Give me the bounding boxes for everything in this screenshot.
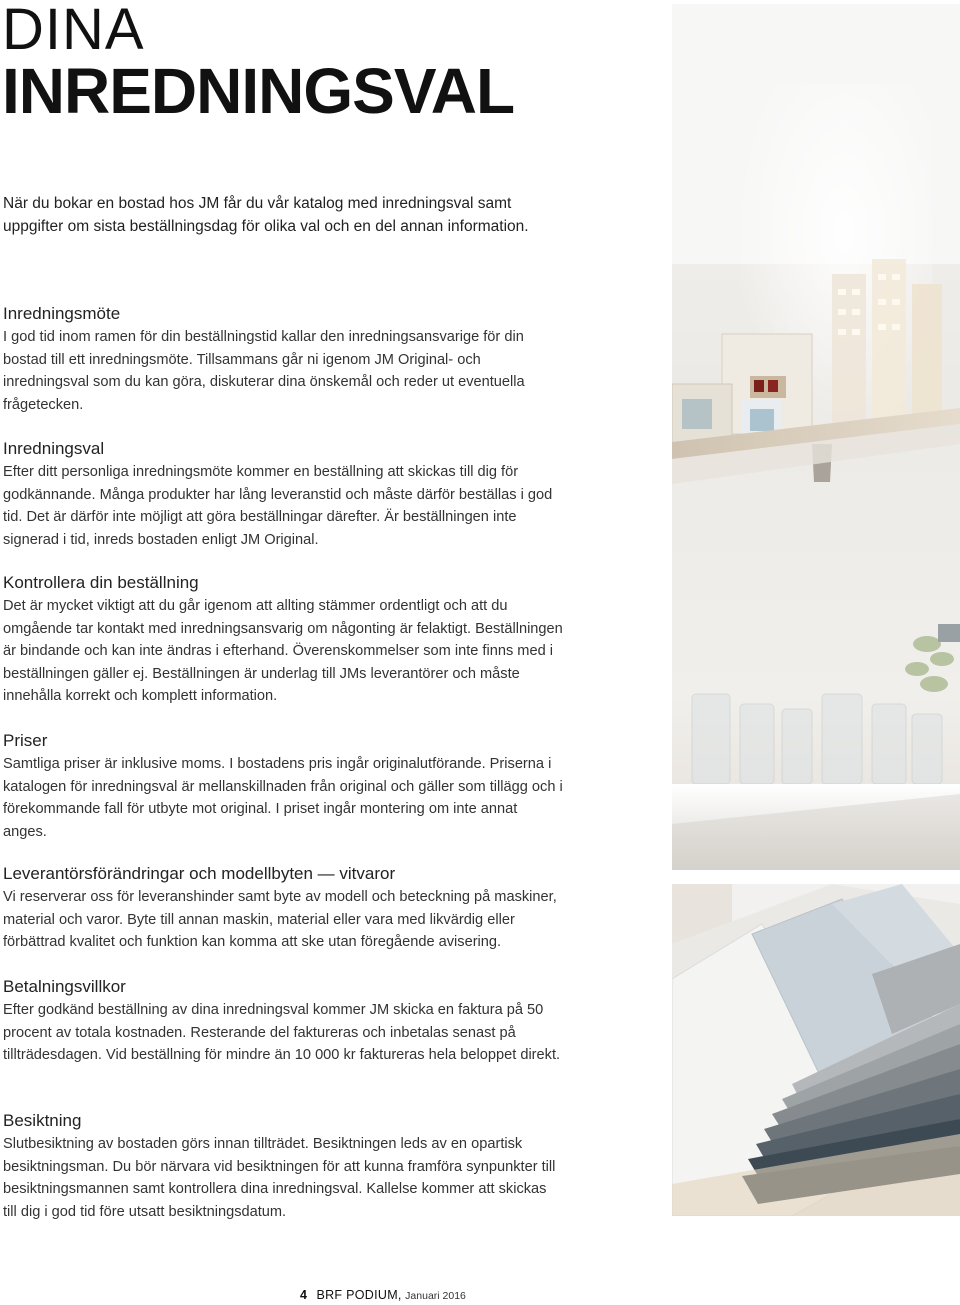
intro-paragraph: När du bokar en bostad hos JM får du vår katalog med inredningsval samt uppgifter om sista beställningsdag för olika val och en del annan information. <box>3 195 529 235</box>
page-title-light: DINA <box>2 0 145 62</box>
section-heading: Priser <box>3 731 48 750</box>
kitchen-shelf-photo <box>672 4 960 870</box>
section-body: I god tid inom ramen för din beställningstid kallar den inredningsansvarige för din bostad till ett inredningsmöte. Tillsammans går ni igenom JM Original- och inredningsval som du kan göra, diskuterar dina önskemål och reder ut eventuella frågetecken. <box>3 329 525 413</box>
section-body: Efter ditt personliga inredningsmöte kommer en beställning att skickas till dig för godkännande. Många produkter har lång leveranstid och måste därför beställas i god tid. Det är därför inte möjligt att göra beställningar därefter. Är beställningen inte signerad i tid, inreds bostaden enligt JM Original. <box>3 464 553 548</box>
page-footer <box>300 1288 466 1302</box>
section-inredningsval <box>3 439 563 551</box>
section-besiktning <box>3 1111 563 1223</box>
section-body: Efter godkänd beställning av dina inredningsval kommer JM skicka en faktura på 50 procent av totala kostnaden. Resterande del faktureras och inbetalas senast på tillträdesdagen. Vid beställning för mindre än 10 000 kr faktureras hela beloppet direkt. <box>3 1002 561 1064</box>
page-title-bold: INREDNINGSVAL <box>2 55 515 127</box>
section-heading: Inredningsmöte <box>3 304 121 323</box>
section-body: Det är mycket viktigt att du går igenom att allting stämmer ordentligt och att du omgående tar kontakt med inredningsansvarig om någonting är felaktigt. Beställningen är bindande och kan inte ändras i efterhand. Överenskommelser som inte finns med i beställningen gäller ej. Beställningen är underlag till JMs leverantörer och måste innehålla korrekt och komplett information. <box>3 598 563 705</box>
section-heading: Besiktning <box>3 1111 82 1130</box>
section-heading: Inredningsval <box>3 439 105 458</box>
section-betalningsvillkor <box>3 977 563 1067</box>
publication-name: BRF PODIUM, <box>316 1288 402 1302</box>
material-samples-photo <box>672 884 960 1216</box>
section-priser <box>3 731 563 843</box>
section-heading: Leverantörsförändringar och modellbyten — vitvaror <box>3 864 396 883</box>
section-body: Vi reserverar oss för leveranshinder samt byte av modell och beteckning på maskiner, material och varor. Byte till annan maskin, material eller vara med likvärdig eller förbättrad kvalitet och funktion kan komma att ske utan föregående avisering. <box>3 889 557 951</box>
publication-date: Januari 2016 <box>405 1290 466 1302</box>
section-body: Samtliga priser är inklusive moms. I bostadens pris ingår originalutförande. Priserna i katalogen för inredningsval är mellanskillnaden från original och gäller som tillägg och i förekommande fall för utbyte mot original. I priset ingår montering om inte annat anges. <box>3 756 563 840</box>
section-leverantorsforandringar <box>3 864 563 954</box>
section-kontrollera <box>3 573 563 708</box>
page-number: 4 <box>300 1288 307 1302</box>
section-heading: Betalningsvillkor <box>3 977 126 996</box>
section-heading: Kontrollera din beställning <box>3 573 199 592</box>
section-body: Slutbesiktning av bostaden görs innan tillträdet. Besiktningen leds av en opartisk besiktningsman. Du bör närvara vid besiktningen för att kunna framföra synpunkter till besiktningsmannen samt kontrollera dina inredningsval. Kallelse kommer att skickas till dig i god tid före utsatt besiktningsdatum. <box>3 1136 556 1220</box>
section-inredningsmote <box>3 304 563 416</box>
